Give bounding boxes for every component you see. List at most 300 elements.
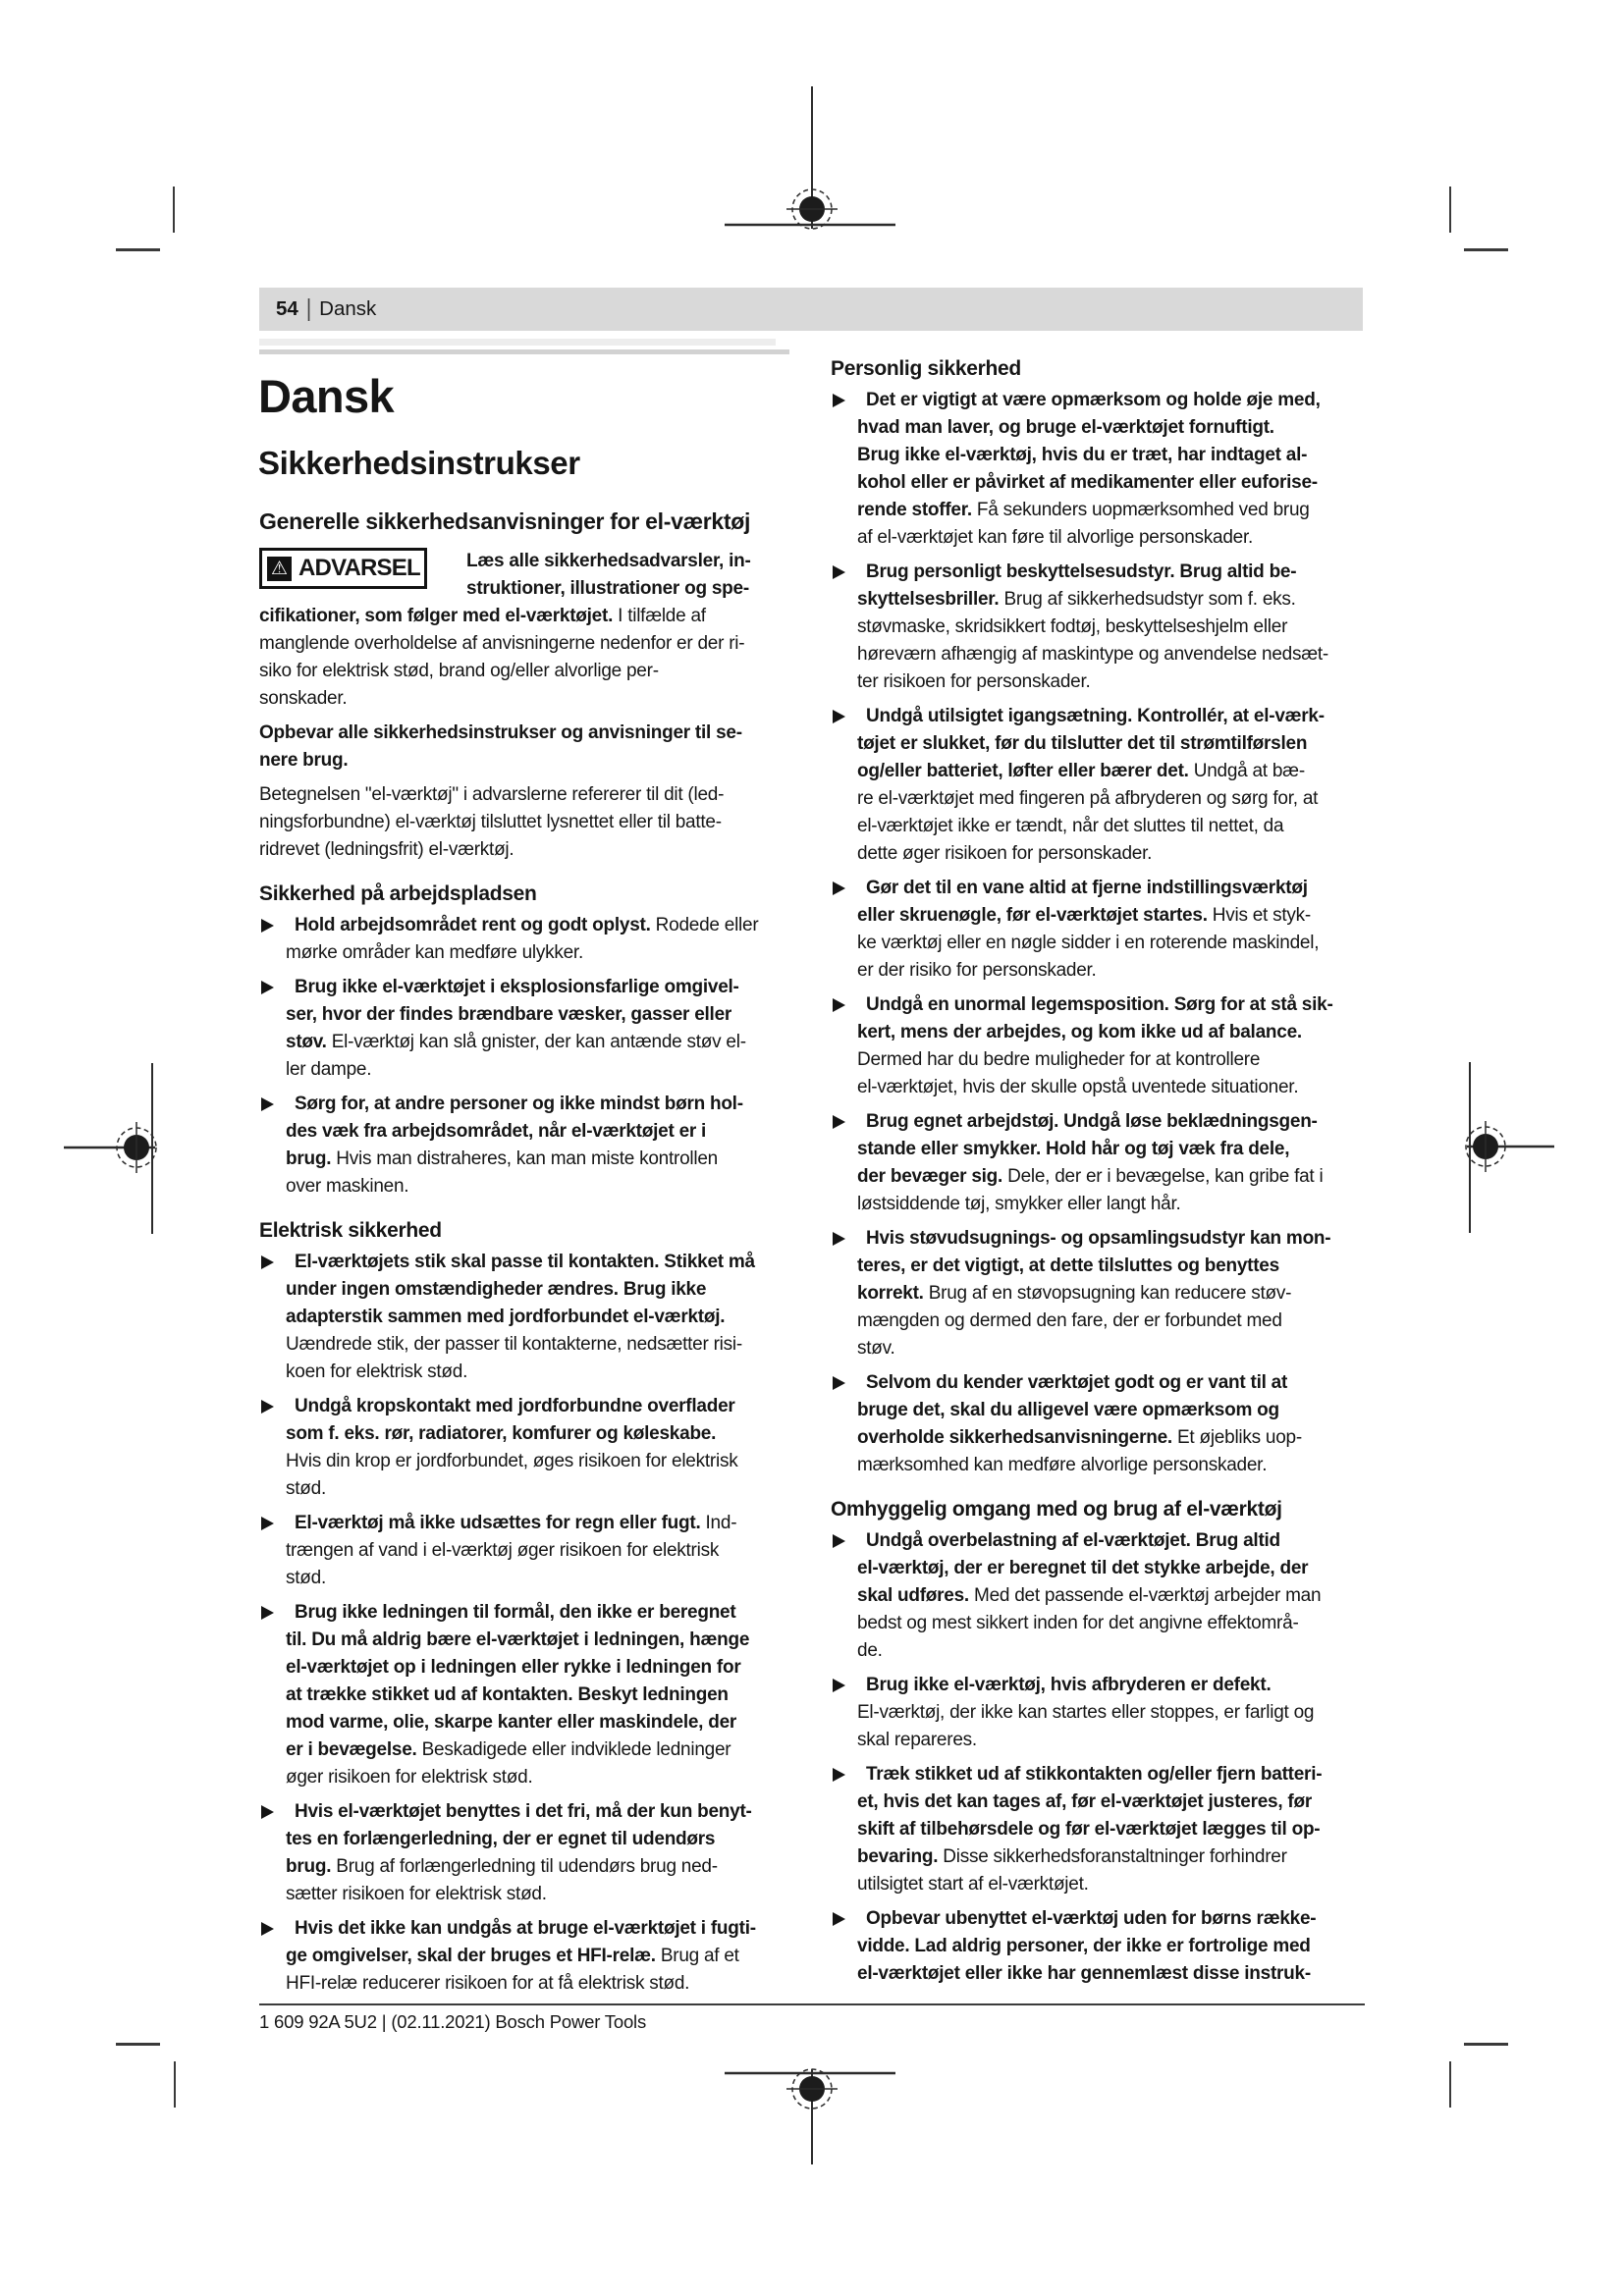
bullet-item [259, 1915, 781, 1998]
text-segment: Brug af sikkerhedsudstyr som f. eks. [999, 589, 1296, 610]
text-line [857, 1843, 1366, 1871]
text-line [286, 1943, 781, 1970]
text-segment: af el-værktøjet kan føre til alvorlige personskader. [857, 527, 1254, 548]
text-line [857, 1871, 1366, 1898]
text-segment: løstsiddende tøj, smykker eller langt hår. [857, 1194, 1181, 1214]
bold-text-segment: Gør det til en vane altid at fjerne indstillingsværktøj [866, 878, 1308, 898]
text-line [857, 1019, 1366, 1046]
bullet-item [831, 1672, 1366, 1754]
bold-text-segment: stande eller smykker. Hold hår og tøj væk fra dele, [857, 1139, 1290, 1159]
bold-text-segment: teres, er det vigtigt, at dette tilsluttes og benyttes [857, 1255, 1279, 1276]
text-line [857, 875, 1366, 902]
bold-text-segment: mod varme, olie, skarpe kanter eller maskindele, der [286, 1712, 737, 1733]
footer-rule [259, 2003, 1365, 2005]
text-line [857, 1527, 1366, 1555]
footer-separator: | [376, 2011, 392, 2032]
text-line [857, 1555, 1366, 1582]
bold-text-segment: Hvis el-værktøjet benyttes i det fri, må der kun benyt- [295, 1801, 752, 1822]
bold-text-segment: Sørg for, at andre personer og ikke mindst børn hol- [295, 1094, 743, 1114]
bullet-triangle-icon [833, 1679, 845, 1692]
text-segment: Dele, der er i bevægelse, kan gribe fat i [1002, 1166, 1324, 1187]
text-line [286, 1393, 781, 1420]
bold-text-segment: korrekt. [857, 1283, 924, 1304]
text-line [857, 1136, 1366, 1163]
bullet-item [259, 1249, 781, 1386]
bullet-item [831, 1225, 1366, 1362]
bold-text-segment: Det er vigtigt at være opmærksom og holde øje med, [866, 390, 1321, 410]
text-line [286, 1565, 781, 1592]
text-segment: El-værktøj kan slå gnister, der kan antænde støv el- [326, 1032, 746, 1052]
bold-text-segment: til. Du må aldrig bære el-værktøjet i ledningen, hænge [286, 1629, 750, 1650]
text-line [286, 1331, 781, 1359]
text-segment: støvmaske, skridsikkert fodtøj, beskyttelseshjelm eller [857, 616, 1288, 637]
paragraph [259, 781, 781, 864]
bullet-item [259, 912, 781, 967]
text-line [259, 685, 781, 713]
bold-text-segment: Brug personligt beskyttelsesudstyr. Brug altid be- [866, 561, 1297, 582]
bullet-item [831, 991, 1366, 1101]
text-segment: ningsforbundne) el-værktøj tilsluttet lysnettet eller til batte- [259, 812, 722, 832]
warning-box [259, 548, 427, 589]
bullet-item [831, 1527, 1366, 1665]
bold-text-segment: tøjet er slukket, før du tilslutter det til strømtilførslen [857, 733, 1308, 754]
text-line [857, 442, 1366, 469]
bold-text-segment: vidde. Lad aldrig personer, der ikke er fortrolige med [857, 1936, 1311, 1956]
registration-mark-right [1413, 1048, 1570, 1245]
bold-text-segment: el-værktøj, der er beregnet til det stykke arbejde, der [857, 1558, 1309, 1578]
text-line [259, 720, 781, 747]
bullet-triangle-icon [261, 1255, 274, 1269]
subsection-heading: Omhyggelig omgang med og brug af el-værktøj [831, 1498, 1282, 1521]
text-line [286, 1970, 781, 1998]
text-line [466, 548, 751, 575]
text-line [259, 781, 781, 809]
bold-text-segment: ge omgivelser, skal der bruges et HFI-relæ. [286, 1946, 656, 1966]
text-line [259, 809, 781, 836]
text-line [259, 836, 781, 864]
text-line [286, 1276, 781, 1304]
page-title: Dansk [258, 370, 395, 422]
bullet-triangle-icon [833, 565, 845, 579]
bullet-triangle-icon [261, 919, 274, 933]
text-segment: stød. [286, 1568, 326, 1588]
text-segment: mørke områder kan medføre ulykker. [286, 942, 583, 963]
text-line [857, 1335, 1366, 1362]
bold-text-segment: adapterstik sammen med jordforbundet el-værktøj. [286, 1307, 726, 1327]
text-line [857, 1610, 1366, 1637]
registration-mark-left [54, 1049, 211, 1246]
bold-text-segment: overholde sikkerhedsanvisningerne. [857, 1427, 1172, 1448]
text-line [857, 902, 1366, 930]
text-line [286, 1853, 781, 1881]
text-line [857, 1308, 1366, 1335]
text-segment: Hvis man distraheres, kan man miste kontrollen [331, 1148, 718, 1169]
text-line [857, 1253, 1366, 1280]
bold-text-segment: Undgå kropskontakt med jordforbundne overflader [295, 1396, 735, 1416]
text-segment: trængen af vand i el-værktøj øger risikoen for elektrisk [286, 1540, 720, 1561]
registration-mark-bottom [714, 2012, 910, 2169]
bold-text-segment: bevaring. [857, 1846, 939, 1867]
text-line [857, 1699, 1366, 1727]
text-segment: bedst og mest sikkert inden for det angivne effektområ- [857, 1613, 1299, 1633]
text-line [857, 703, 1366, 730]
text-segment: Ind- [700, 1513, 737, 1533]
subsection-heading: Elektrisk sikkerhed [259, 1219, 442, 1242]
text-line [286, 1915, 781, 1943]
warning-block [259, 548, 781, 713]
bold-text-segment: hvad man laver, og bruge el-værktøjet fornuftigt. [857, 417, 1274, 438]
bold-text-segment: et, hvis det kan tages af, før el-værktøjet justeres, før [857, 1791, 1313, 1812]
bold-text-segment: Hold arbejdsområdet rent og godt oplyst. [295, 915, 651, 935]
text-segment: Brug af forlængerledning til udendørs brug ned- [331, 1856, 718, 1877]
text-segment: Med det passende el-værktøj arbejder man [968, 1585, 1322, 1606]
paragraph [259, 720, 781, 774]
text-line [857, 524, 1366, 552]
bold-text-segment: brug. [286, 1148, 332, 1169]
bold-text-segment: kohol eller er påvirket af medikamenter eller euforise- [857, 472, 1318, 493]
bold-text-segment: El-værktøj må ikke udsættes for regn eller fugt. [295, 1513, 701, 1533]
bullet-item [831, 387, 1366, 552]
bold-text-segment: cifikationer, som følger med el-værktøjet. [259, 606, 614, 626]
text-segment: dette øger risikoen for personskader. [857, 843, 1153, 864]
bold-text-segment: Undgå overbelastning af el-værktøjet. Brug altid [866, 1530, 1280, 1551]
text-line [286, 1537, 781, 1565]
bold-text-segment: Brug ikke el-værktøj, hvis du er træt, har indtaget al- [857, 445, 1308, 465]
footer-brand: Bosch Power Tools [495, 2011, 646, 2032]
text-segment: ler dampe. [286, 1059, 372, 1080]
bold-text-segment: el-værktøjet eller ikke har gennemlæst disse instruk- [857, 1963, 1311, 1984]
text-segment: er der risiko for personskader. [857, 960, 1097, 981]
header-strip-light [259, 339, 776, 346]
text-segment: re el-værktøjet med fingeren på afbryderen og sørg for, at [857, 788, 1319, 809]
text-line [857, 668, 1366, 696]
text-segment: Dermed har du bedre muligheder for at kontrollere [857, 1049, 1261, 1070]
bold-text-segment: som f. eks. rør, radiatorer, komfurer og køleskabe. [286, 1423, 717, 1444]
text-segment: koen for elektrisk stød. [286, 1362, 468, 1382]
text-line [286, 1627, 781, 1654]
text-line [286, 1510, 781, 1537]
text-line [286, 1599, 781, 1627]
text-segment: ter risikoen for personskader. [857, 671, 1091, 692]
text-line [857, 1163, 1366, 1191]
text-line [857, 785, 1366, 813]
footer-date: (02.11.2021) [391, 2011, 491, 2032]
text-line [857, 1191, 1366, 1218]
text-line [286, 939, 781, 967]
bold-text-segment: Brug ikke ledningen til formål, den ikke er beregnet [295, 1602, 736, 1623]
bold-text-segment: er i bevægelse. [286, 1739, 417, 1760]
bullet-item [259, 1599, 781, 1791]
bullet-triangle-icon [833, 1534, 845, 1548]
bullet-triangle-icon [833, 1232, 845, 1246]
text-line [286, 1173, 781, 1201]
trim-mark-top-left-v [173, 187, 175, 233]
text-line [286, 974, 781, 1001]
text-line [857, 1074, 1366, 1101]
bold-text-segment: eller skruenøgle, før el-værktøjet startes. [857, 905, 1208, 926]
text-line [857, 1727, 1366, 1754]
bullet-item [831, 875, 1366, 985]
text-line [857, 1960, 1366, 1988]
text-line [857, 414, 1366, 442]
bullet-item [831, 559, 1366, 696]
text-segment: utilsigtet start af el-værktøjet. [857, 1874, 1089, 1895]
bold-text-segment: Brug egnet arbejdstøj. Undgå løse beklædningsgen- [866, 1111, 1318, 1132]
text-segment: manglende overholdelse af anvisningerne nedenfor er der ri- [259, 633, 745, 654]
text-segment: over maskinen. [286, 1176, 409, 1197]
bold-text-segment: skyttelsesbriller. [857, 589, 1000, 610]
warning-intro [466, 548, 751, 603]
text-segment: I tilfælde af [613, 606, 706, 626]
bold-text-segment: Hvis støvudsugnings- og opsamlingsudstyr kan mon- [866, 1228, 1331, 1249]
text-line [857, 1369, 1366, 1397]
text-line [286, 1798, 781, 1826]
trim-mark-bottom-right-v [1449, 2061, 1451, 2108]
text-line [857, 1933, 1366, 1960]
bullet-triangle-icon [261, 1606, 274, 1620]
text-line [857, 991, 1366, 1019]
text-line [286, 1056, 781, 1084]
page-header-bar [259, 288, 1363, 331]
header-separator: | [305, 294, 312, 323]
text-line [259, 658, 781, 685]
text-line [286, 1709, 781, 1736]
text-line [857, 1225, 1366, 1253]
text-segment: støv. [857, 1338, 895, 1359]
bold-text-segment: des væk fra arbejdsområdet, når el-værktøjet er i [286, 1121, 707, 1142]
text-line [857, 1452, 1366, 1479]
text-line [857, 1816, 1366, 1843]
bullet-item [259, 1393, 781, 1503]
subsection-heading: Sikkerhed på arbejdspladsen [259, 882, 537, 905]
text-line [286, 1118, 781, 1146]
trim-mark-bottom-left-v [174, 2061, 176, 2108]
bullet-triangle-icon [261, 981, 274, 994]
text-line [286, 1001, 781, 1029]
bullet-triangle-icon [261, 1517, 274, 1530]
text-line [286, 1304, 781, 1331]
text-segment: mængden og dermed den fare, der er forbundet med [857, 1310, 1282, 1331]
text-line [857, 497, 1366, 524]
text-line [857, 1424, 1366, 1452]
text-line [286, 1764, 781, 1791]
bullet-triangle-icon [261, 1400, 274, 1414]
bullet-item [259, 974, 781, 1084]
text-segment: Rodede eller [650, 915, 759, 935]
text-segment: mærksomhed kan medføre alvorlige personskader. [857, 1455, 1268, 1475]
text-segment: Hvis din krop er jordforbundet, øges risikoen for elektrisk [286, 1451, 738, 1471]
trim-mark-bottom-left-h [116, 2043, 160, 2046]
bullet-item [831, 1905, 1366, 1988]
bullet-triangle-icon [261, 1097, 274, 1111]
text-segment: Få sekunders uopmærksomhed ved brug [971, 500, 1310, 520]
text-line [857, 1637, 1366, 1665]
text-segment: øger risikoen for elektrisk stød. [286, 1767, 533, 1788]
text-segment: Brug af en støvopsugning kan reducere støv- [923, 1283, 1292, 1304]
warning-triangle-icon: ⚠ [267, 557, 292, 581]
bold-text-segment: El-værktøjets stik skal passe til kontakten. Stikket må [295, 1252, 755, 1272]
text-segment: de. [857, 1640, 883, 1661]
warning-row [259, 548, 781, 603]
text-line [857, 930, 1366, 957]
warning-label: ADVARSEL [298, 555, 420, 581]
bold-text-segment: kert, mens der arbejdes, og kom ikke ud af balance. [857, 1022, 1302, 1042]
text-segment: Et øjebliks uop- [1171, 1427, 1302, 1448]
bullet-triangle-icon [261, 1922, 274, 1936]
bullet-triangle-icon [833, 710, 845, 723]
bullet-triangle-icon [833, 1376, 845, 1390]
text-line [286, 1881, 781, 1908]
text-line [286, 1029, 781, 1056]
text-segment: stød. [286, 1478, 326, 1499]
text-segment: ridrevet (ledningsfrit) el-værktøj. [259, 839, 514, 860]
text-line [857, 1280, 1366, 1308]
text-line [259, 747, 781, 774]
text-segment: Disse sikkerhedsforanstaltninger forhindrer [938, 1846, 1287, 1867]
text-segment: HFI-relæ reducerer risikoen for at få elektrisk stød. [286, 1973, 690, 1994]
text-line [857, 614, 1366, 641]
bold-text-segment: brug. [286, 1856, 332, 1877]
text-line [259, 630, 781, 658]
header-strip-dark [259, 349, 789, 354]
section-title: Sikkerhedsinstrukser [258, 445, 580, 481]
text-line [286, 1654, 781, 1682]
bold-text-segment: bruge det, skal du alligevel være opmærksom og [857, 1400, 1279, 1420]
bullet-item [831, 703, 1366, 868]
text-line [286, 1736, 781, 1764]
text-line [857, 1397, 1366, 1424]
bold-text-segment: Brug ikke el-værktøj, hvis afbryderen er defekt. [866, 1675, 1272, 1695]
text-line [286, 1091, 781, 1118]
text-line [857, 641, 1366, 668]
bold-text-segment: Læs alle sikkerhedsadvarsler, in- [466, 551, 751, 571]
bullet-item [831, 1761, 1366, 1898]
page-number: 54 [276, 297, 298, 320]
text-line [857, 1789, 1366, 1816]
bold-text-segment: skift af tilbehørsdele og før el-værktøjet lægges til op- [857, 1819, 1321, 1840]
bold-text-segment: Selvom du kender værktøjet godt og er vant til at [866, 1372, 1288, 1393]
bold-text-segment: el-værktøjet op i ledningen eller rykke i ledningen for [286, 1657, 741, 1678]
text-segment: siko for elektrisk stød, brand og/eller alvorlige per- [259, 661, 659, 681]
registration-mark-top [714, 77, 910, 234]
bullet-item [259, 1091, 781, 1201]
text-segment: sætter risikoen for elektrisk stød. [286, 1884, 547, 1904]
text-line [286, 1146, 781, 1173]
bullet-item [259, 1510, 781, 1592]
text-line [857, 1761, 1366, 1789]
text-line [857, 1582, 1366, 1610]
bold-text-segment: Hvis det ikke kan undgås at bruge el-værktøjet i fugti- [295, 1918, 756, 1939]
bullet-item [831, 1108, 1366, 1218]
text-line [857, 469, 1366, 497]
bold-text-segment: støv. [286, 1032, 327, 1052]
bold-text-segment: ser, hvor der findes brændbare væsker, gasser eller [286, 1004, 732, 1025]
bold-text-segment: Brug ikke el-værktøjet i eksplosionsfarlige omgivel- [295, 977, 739, 997]
text-line [857, 813, 1366, 840]
text-line [857, 957, 1366, 985]
text-segment: El-værktøj, der ikke kan startes eller stoppes, er farligt og [857, 1702, 1315, 1723]
text-line [857, 1905, 1366, 1933]
bullet-triangle-icon [833, 394, 845, 407]
bullet-triangle-icon [833, 1768, 845, 1782]
footer-doc-number: 1 609 92A 5U2 [259, 2011, 377, 2032]
text-segment: el-værktøjet ikke er tændt, når det sluttes til nettet, da [857, 816, 1284, 836]
bullet-triangle-icon [833, 1115, 845, 1129]
text-line [857, 1672, 1366, 1699]
text-segment: el-værktøjet, hvis der skulle opstå uventede situationer. [857, 1077, 1299, 1097]
text-line [857, 840, 1366, 868]
text-line [286, 1359, 781, 1386]
text-line [857, 730, 1366, 758]
bold-text-segment: Undgå en unormal legemsposition. Sørg for at stå sik- [866, 994, 1333, 1015]
right-column [831, 355, 1366, 1995]
text-segment: Hvis et styk- [1207, 905, 1311, 926]
bold-text-segment: at trække stikket ud af kontakten. Beskyt ledningen [286, 1684, 729, 1705]
text-line [857, 1046, 1366, 1074]
bullet-triangle-icon [261, 1805, 274, 1819]
text-segment: høreværn afhængig af maskintype og anvendelse nedsæt- [857, 644, 1328, 665]
group-heading: Generelle sikkerhedsanvisninger for el-værktøj [259, 508, 751, 534]
text-line [857, 586, 1366, 614]
bold-text-segment: under ingen omstændigheder ændres. Brug ikke [286, 1279, 707, 1300]
bold-text-segment: der bevæger sig. [857, 1166, 1003, 1187]
bold-text-segment: og/eller batteriet, løfter eller bærer det. [857, 761, 1189, 781]
trim-mark-top-right-h [1464, 248, 1508, 251]
subsection-heading: Personlig sikkerhed [831, 357, 1021, 380]
text-line [857, 1108, 1366, 1136]
bullet-triangle-icon [833, 1912, 845, 1926]
text-segment: Brug af et [655, 1946, 739, 1966]
bullet-item [259, 1798, 781, 1908]
text-line [286, 1682, 781, 1709]
trim-mark-top-left-h [116, 248, 160, 251]
trim-mark-top-right-v [1449, 187, 1451, 233]
text-line [857, 387, 1366, 414]
header-language: Dansk [319, 297, 377, 320]
bold-text-segment: tes en forlængerledning, der er egnet til udendørs [286, 1829, 716, 1849]
bullet-triangle-icon [833, 998, 845, 1012]
text-line [259, 603, 781, 630]
bold-text-segment: Opbevar alle sikkerhedsinstrukser og anvisninger til se- [259, 722, 742, 743]
text-line [286, 1249, 781, 1276]
bold-text-segment: Træk stikket ud af stikkontakten og/eller fjern batteri- [866, 1764, 1323, 1785]
text-segment: Betegnelsen "el-værktøj" i advarslerne refererer til dit (led- [259, 784, 725, 805]
text-segment: Beskadigede eller indviklede ledninger [416, 1739, 731, 1760]
bold-text-segment: Undgå utilsigtet igangsætning. Kontrollér, at el-værk- [866, 706, 1325, 726]
bold-text-segment: skal udføres. [857, 1585, 969, 1606]
trim-mark-bottom-right-h [1464, 2043, 1508, 2046]
text-line [286, 1420, 781, 1448]
text-line [286, 912, 781, 939]
text-line [286, 1448, 781, 1475]
text-line [286, 1826, 781, 1853]
text-line [857, 559, 1366, 586]
text-segment: skal repareres. [857, 1730, 977, 1750]
text-segment: sonskader. [259, 688, 348, 709]
text-line [286, 1475, 781, 1503]
text-segment: Uændrede stik, der passer til kontakterne, nedsætter risi- [286, 1334, 742, 1355]
bold-text-segment: Opbevar ubenyttet el-værktøj uden for børns række- [866, 1908, 1317, 1929]
bullet-item [831, 1369, 1366, 1479]
bold-text-segment: rende stoffer. [857, 500, 972, 520]
text-segment: ke værktøj eller en nøgle sidder i en roterende maskindel, [857, 933, 1320, 953]
bold-text-segment: struktioner, illustrationer og spe- [466, 578, 749, 599]
footer [259, 2011, 646, 2033]
left-column [259, 507, 781, 2004]
bullet-triangle-icon [833, 881, 845, 895]
text-line [466, 575, 751, 603]
text-line [857, 758, 1366, 785]
